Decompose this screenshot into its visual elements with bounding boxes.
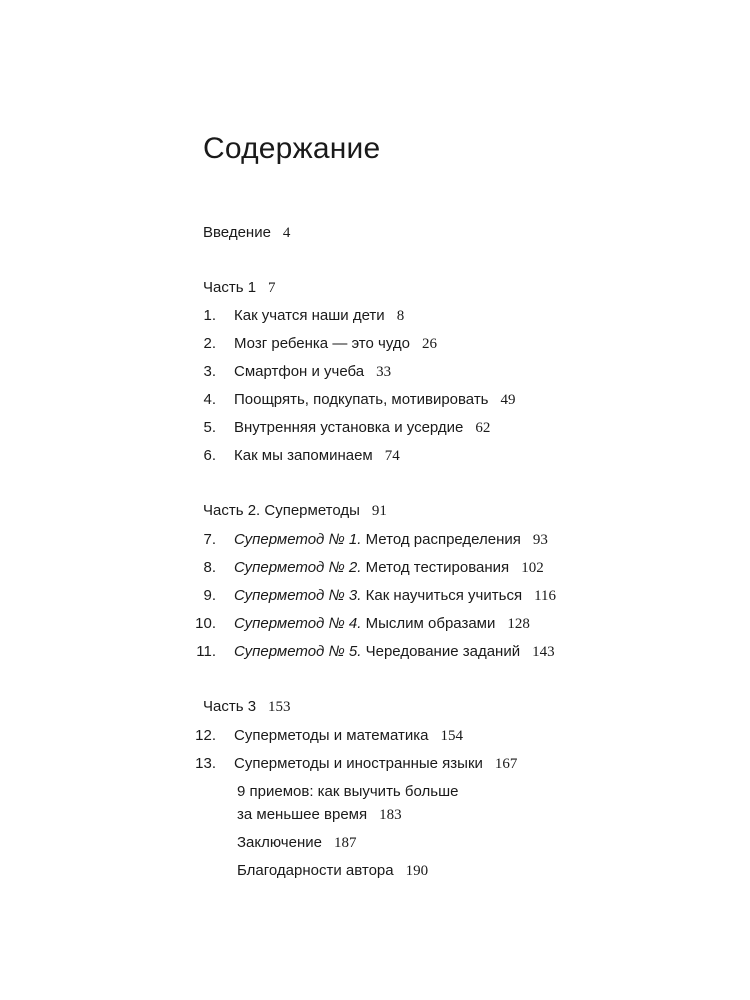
chapter-method-label: Суперметод № 2. <box>234 559 362 576</box>
chapter-page: 74 <box>384 448 400 464</box>
chapter-title: Как научиться учиться <box>365 587 523 604</box>
chapter-number: 6. <box>203 447 216 464</box>
toc-part-label: Часть 3 <box>203 698 257 715</box>
chapter-number: 13. <box>195 755 216 772</box>
toc-intro-page: 4 <box>282 225 291 241</box>
chapter-method-label: Суперметод № 5. <box>234 643 362 660</box>
chapter-page: 8 <box>396 308 405 324</box>
chapter-title: Как учатся наши дети <box>234 307 385 324</box>
toc-extra-conclusion <box>237 834 356 852</box>
chapter-number: 11. <box>196 643 216 660</box>
chapter-method-label: Суперметод № 1. <box>234 531 362 548</box>
extra-page: 190 <box>405 863 429 879</box>
chapter-number: 2. <box>203 335 216 352</box>
extra-page: 187 <box>333 835 357 851</box>
extra-title: Заключение <box>237 834 322 851</box>
extra-title: Благодарности автора <box>237 862 394 879</box>
chapter-number: 9. <box>203 587 216 604</box>
extra-title-line2: за меньшее время <box>237 806 368 823</box>
chapter-page: 143 <box>532 644 555 660</box>
toc-intro <box>203 224 290 242</box>
toc-part-3 <box>203 698 291 716</box>
chapter-number: 4. <box>203 391 216 408</box>
chapter-page: 49 <box>500 392 516 408</box>
chapter-page: 116 <box>534 588 557 604</box>
chapter-title: Как мы запоминаем <box>234 447 373 464</box>
chapter-page: 62 <box>475 420 491 436</box>
chapter-page: 154 <box>440 728 463 744</box>
extra-page: 183 <box>379 807 402 823</box>
chapter-title: Суперметоды и математика <box>234 727 429 744</box>
chapter-number: 8. <box>203 559 216 576</box>
toc-intro-label: Введение <box>203 224 271 241</box>
chapter-page: 26 <box>421 336 437 352</box>
chapter-title: Смартфон и учеба <box>234 363 365 380</box>
extra-title-line1: 9 приемов: как выучить больше <box>237 783 459 800</box>
page-title: Содержание <box>203 132 381 165</box>
chapter-title: Чередование заданий <box>365 643 521 660</box>
chapter-number: 5. <box>203 419 216 436</box>
chapter-page: 167 <box>494 756 518 772</box>
toc-part-label: Часть 1 <box>203 279 257 296</box>
chapter-page: 93 <box>532 532 548 548</box>
chapter-number: 1. <box>203 307 216 324</box>
chapter-number: 10. <box>195 615 216 632</box>
toc-part-page: 91 <box>371 503 387 519</box>
chapter-title: Метод тестирования <box>365 559 510 576</box>
toc-extra-acknowledgements <box>237 862 428 880</box>
chapter-method-label: Суперметод № 4. <box>234 615 362 632</box>
chapter-title: Метод распределения <box>365 531 521 548</box>
chapter-title: Суперметоды и иностранные языки <box>234 755 483 772</box>
toc-part-2 <box>203 502 387 520</box>
chapter-page: 33 <box>376 364 392 380</box>
chapter-title: Внутренняя установка и усердие <box>234 419 464 436</box>
chapter-page: 102 <box>521 560 544 576</box>
chapter-title: Мозг ребенка — это чудо <box>234 335 410 352</box>
chapter-number: 3. <box>203 363 216 380</box>
toc-part-label: Часть 2. Суперметоды <box>203 502 360 519</box>
chapter-page: 128 <box>507 616 530 632</box>
chapter-title: Поощрять, подкупать, мотивировать <box>234 391 489 408</box>
toc-part-1 <box>203 279 276 297</box>
chapter-method-label: Суперметод № 3. <box>234 587 362 604</box>
toc-part-page: 153 <box>268 699 291 715</box>
chapter-title: Мыслим образами <box>365 615 496 632</box>
toc-part-page: 7 <box>268 280 276 296</box>
chapter-number: 12. <box>195 727 216 744</box>
chapter-number: 7. <box>203 531 216 548</box>
